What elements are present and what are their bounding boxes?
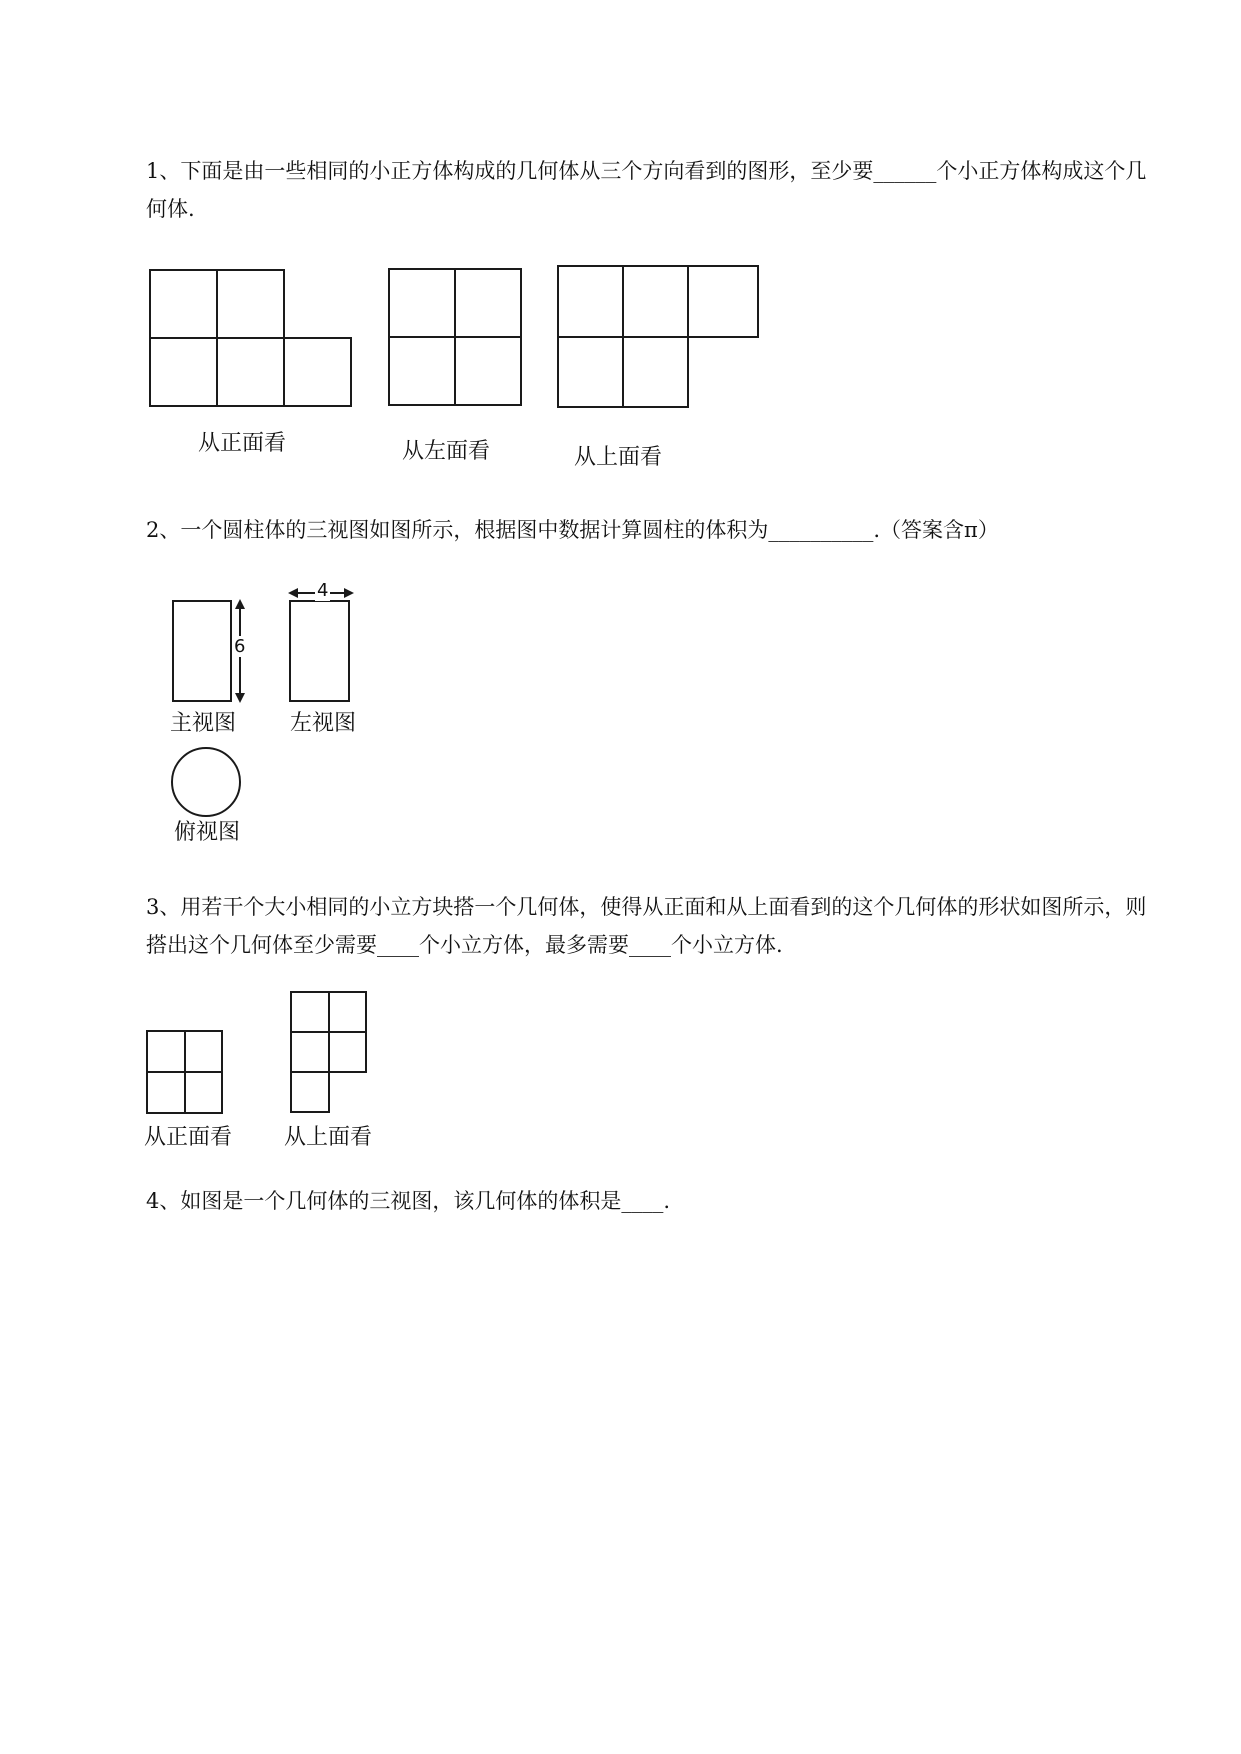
q2-width-dimension: 4 [317, 580, 329, 601]
q1-top-label: 从上面看 [574, 445, 663, 470]
q2-side-label: 左视图 [290, 711, 357, 736]
question-2-text: 2、一个圆柱体的三视图如图所示，根据图中数据计算圆柱的体积为__________.（答案含π） [146, 518, 999, 542]
q3-front-label: 从正面看 [144, 1125, 233, 1150]
question-3-text: 3、用若干个大小相同的小立方块搭一个几何体，使得从正面和从上面看到的这个几何体的形状如图所示，则搭出这个几何体至少需要____个小立方体，最多需要____个小立方体. [146, 895, 1147, 957]
question-1-text: 1、下面是由一些相同的小正方体构成的几何体从三个方向看到的图形，至少要______个小正方体构成这个几何体. [146, 159, 1147, 221]
q3-top-view [289, 990, 369, 1114]
q1-front-view [148, 268, 354, 410]
q1-left-label: 从左面看 [402, 439, 491, 464]
q3-top-label: 从上面看 [284, 1125, 373, 1150]
q3-front-view [145, 1029, 225, 1117]
q2-top-view [168, 744, 244, 820]
q2-height-dimension: 6 [234, 636, 246, 657]
q1-left-view [387, 267, 525, 409]
q2-top-label: 俯视图 [174, 820, 241, 845]
question-4-text: 4、如图是一个几何体的三视图，该几何体的体积是____. [146, 1189, 671, 1213]
q1-front-label: 从正面看 [198, 431, 287, 456]
q2-front-label: 主视图 [170, 711, 237, 736]
q1-top-view [556, 264, 762, 410]
